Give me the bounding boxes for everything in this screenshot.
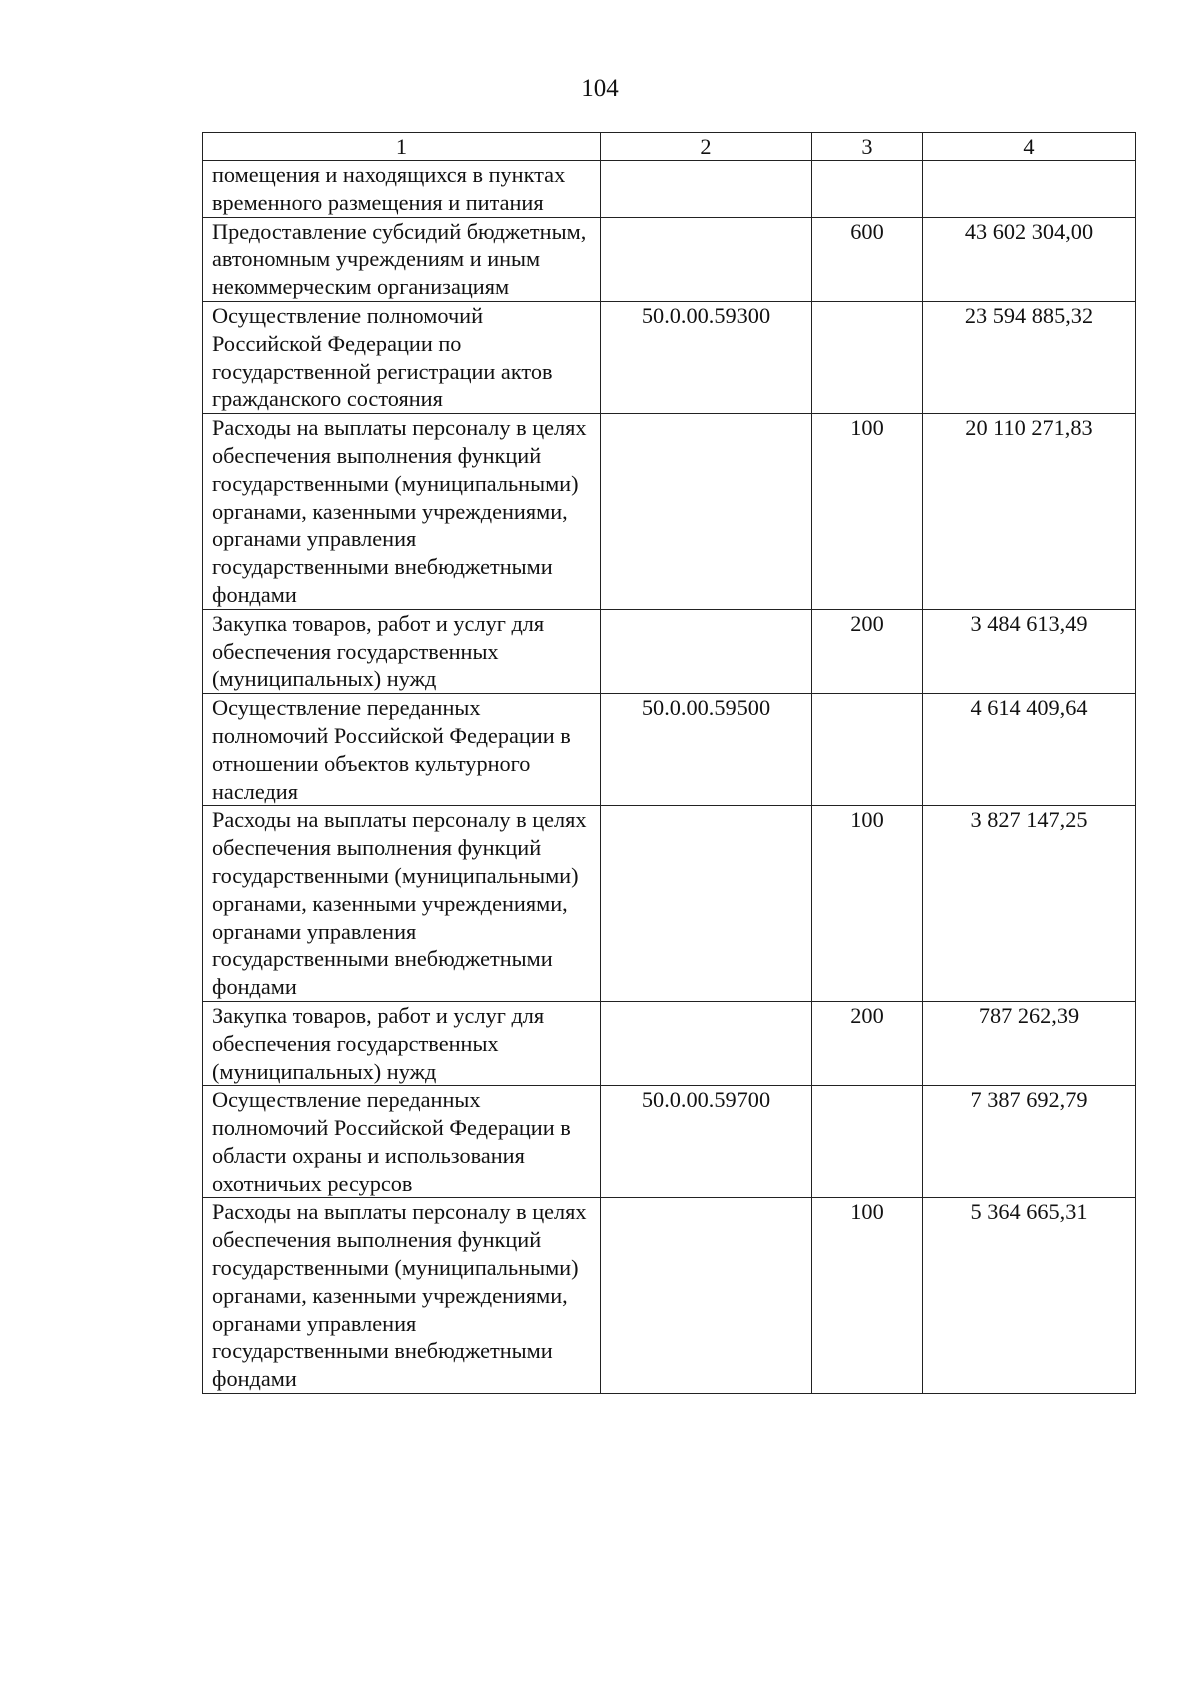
amount-cell xyxy=(923,161,1136,218)
expense-type-cell: 600 xyxy=(812,217,923,301)
target-code-cell: 50.0.00.59500 xyxy=(601,694,812,806)
table-row xyxy=(203,1198,1136,1394)
expense-name-cell: Предоставление субсидий бюджетным, автономным учреждениям и иным некоммерческим организациям xyxy=(203,217,601,301)
expense-name-cell: Закупка товаров, работ и услуг для обеспечения государственных (муниципальных) нужд xyxy=(203,609,601,693)
amount-cell: 3 827 147,25 xyxy=(923,806,1136,1002)
budget-table xyxy=(202,132,1136,1394)
table-row xyxy=(203,414,1136,610)
amount-cell: 20 110 271,83 xyxy=(923,414,1136,610)
expense-name-cell: Расходы на выплаты персоналу в целях обеспечения выполнения функций государственными (муниципальными) органами, казенными учреждениями, органами управления государственными внебюджетными фондами xyxy=(203,1198,601,1394)
expense-name-cell: Осуществление переданных полномочий Российской Федерации в области охраны и использования охотничьих ресурсов xyxy=(203,1086,601,1198)
page-number: 104 xyxy=(581,75,619,102)
target-code-cell xyxy=(601,414,812,610)
table-row xyxy=(203,1086,1136,1198)
expense-name-cell: Закупка товаров, работ и услуг для обеспечения государственных (муниципальных) нужд xyxy=(203,1001,601,1085)
target-code-cell xyxy=(601,217,812,301)
expense-type-cell xyxy=(812,161,923,218)
expense-name-cell: помещения и находящихся в пунктах временного размещения и питания xyxy=(203,161,601,218)
amount-cell: 4 614 409,64 xyxy=(923,694,1136,806)
expense-type-cell: 100 xyxy=(812,414,923,610)
table-row xyxy=(203,806,1136,1002)
target-code-cell: 50.0.00.59700 xyxy=(601,1086,812,1198)
target-code-cell xyxy=(601,806,812,1002)
target-code-cell xyxy=(601,161,812,218)
expense-type-cell: 200 xyxy=(812,609,923,693)
column-header-4: 4 xyxy=(923,133,1136,161)
amount-cell: 43 602 304,00 xyxy=(923,217,1136,301)
table-row xyxy=(203,609,1136,693)
expense-type-cell: 100 xyxy=(812,806,923,1002)
table-header-row xyxy=(203,133,1136,161)
table-row xyxy=(203,301,1136,413)
amount-cell: 7 387 692,79 xyxy=(923,1086,1136,1198)
expense-type-cell xyxy=(812,1086,923,1198)
table-row xyxy=(203,1001,1136,1085)
amount-cell: 3 484 613,49 xyxy=(923,609,1136,693)
expense-name-cell: Осуществление полномочий Российской Федерации по государственной регистрации актов гражданского состояния xyxy=(203,301,601,413)
table-row xyxy=(203,217,1136,301)
amount-cell: 5 364 665,31 xyxy=(923,1198,1136,1394)
target-code-cell xyxy=(601,609,812,693)
expense-name-cell: Расходы на выплаты персоналу в целях обеспечения выполнения функций государственными (муниципальными) органами, казенными учреждениями, органами управления государственными внебюджетными фондами xyxy=(203,414,601,610)
target-code-cell xyxy=(601,1198,812,1394)
column-header-2: 2 xyxy=(601,133,812,161)
expense-type-cell xyxy=(812,694,923,806)
expense-type-cell: 200 xyxy=(812,1001,923,1085)
expense-name-cell: Расходы на выплаты персоналу в целях обеспечения выполнения функций государственными (муниципальными) органами, казенными учреждениями, органами управления государственными внебюджетными фондами xyxy=(203,806,601,1002)
table-row xyxy=(203,694,1136,806)
table-row xyxy=(203,161,1136,218)
expense-name-cell: Осуществление переданных полномочий Российской Федерации в отношении объектов культурного наследия xyxy=(203,694,601,806)
amount-cell: 787 262,39 xyxy=(923,1001,1136,1085)
expense-type-cell xyxy=(812,301,923,413)
target-code-cell xyxy=(601,1001,812,1085)
expense-type-cell: 100 xyxy=(812,1198,923,1394)
column-header-3: 3 xyxy=(812,133,923,161)
column-header-1: 1 xyxy=(203,133,601,161)
target-code-cell: 50.0.00.59300 xyxy=(601,301,812,413)
amount-cell: 23 594 885,32 xyxy=(923,301,1136,413)
